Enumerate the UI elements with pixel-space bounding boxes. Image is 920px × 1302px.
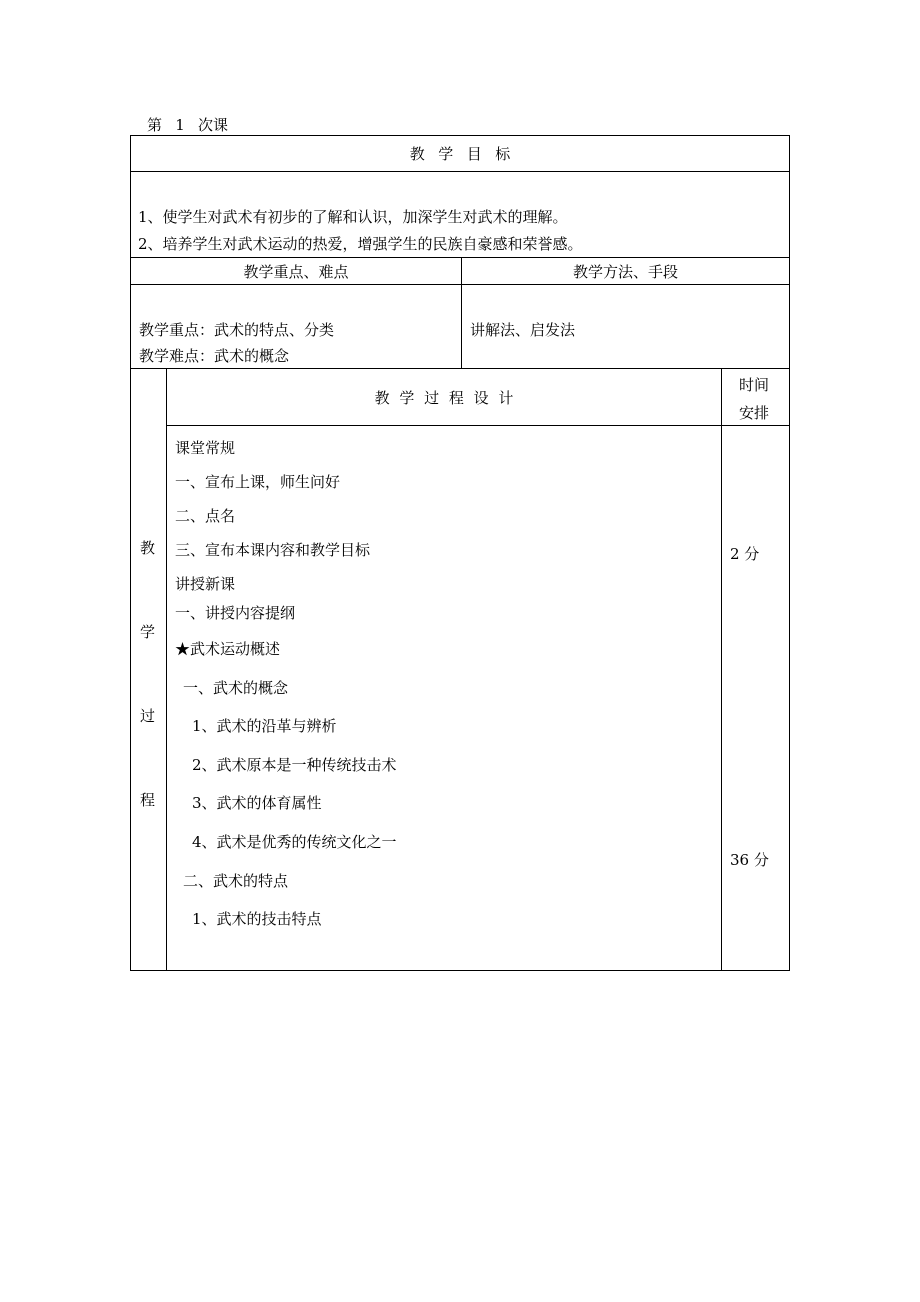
lesson-prefix: 第	[147, 116, 163, 134]
lesson-suffix: 次课	[198, 116, 229, 134]
process-heading: 教学过程设计	[374, 388, 524, 407]
process-line: 一、讲授内容提纲	[175, 604, 296, 622]
process-line: ★武术运动概述	[175, 640, 281, 658]
goals-heading: 教学目标	[409, 145, 524, 163]
process-line: 4、武术是优秀的传统文化之一	[192, 833, 397, 851]
process-line: 3、武术的体育属性	[192, 794, 322, 812]
process-side-label: 教	[140, 539, 156, 557]
process-line: 1、武术的技击特点	[192, 910, 322, 928]
process-line: 讲授新课	[175, 575, 236, 593]
process-line: 一、宣布上课，师生问好	[175, 473, 341, 491]
methods-heading-cell	[462, 258, 789, 284]
lesson-number: 1	[165, 115, 195, 136]
table-divider	[130, 171, 790, 172]
table-divider	[130, 284, 790, 285]
key-difficulty: 教学难点：武术的概念	[139, 347, 290, 365]
table-divider	[721, 368, 722, 971]
table-border-right	[789, 135, 790, 971]
process-line: 2、武术原本是一种传统技击术	[192, 756, 397, 774]
key-focus: 教学重点：武术的特点、分类	[139, 321, 335, 339]
lesson-number-line	[147, 115, 228, 136]
time-value: 36 分	[730, 851, 769, 869]
key-points-heading-cell	[131, 258, 461, 284]
goal-item: 2、培养学生对武术运动的热爱，增强学生的民族自豪感和荣誉感。	[138, 235, 583, 253]
process-side-label: 过	[140, 707, 156, 725]
table-divider	[166, 425, 790, 426]
key-points-heading: 教学重点、难点	[243, 262, 349, 281]
process-line: 课堂常规	[175, 439, 236, 457]
process-line: 二、点名	[175, 507, 236, 525]
goals-heading-cell	[131, 136, 789, 171]
process-heading-cell	[167, 369, 721, 425]
process-line: 三、宣布本课内容和教学目标	[175, 541, 371, 559]
process-side-label: 学	[140, 623, 156, 641]
goal-item: 1、使学生对武术有初步的了解和认识，加深学生对武术的理解。	[138, 208, 568, 226]
process-line: 1、武术的沿革与辨析	[192, 717, 337, 735]
process-line: 二、武术的特点	[183, 872, 289, 890]
methods-content: 讲解法、启发法	[470, 321, 576, 339]
time-heading: 时间	[739, 376, 770, 394]
time-heading: 安排	[739, 404, 770, 422]
process-side-label: 程	[140, 791, 156, 809]
table-divider	[166, 368, 167, 971]
time-value: 2 分	[730, 545, 760, 563]
process-line: 一、武术的概念	[183, 679, 289, 697]
table-border-bottom	[130, 970, 790, 971]
methods-heading: 教学方法、手段	[572, 262, 678, 281]
